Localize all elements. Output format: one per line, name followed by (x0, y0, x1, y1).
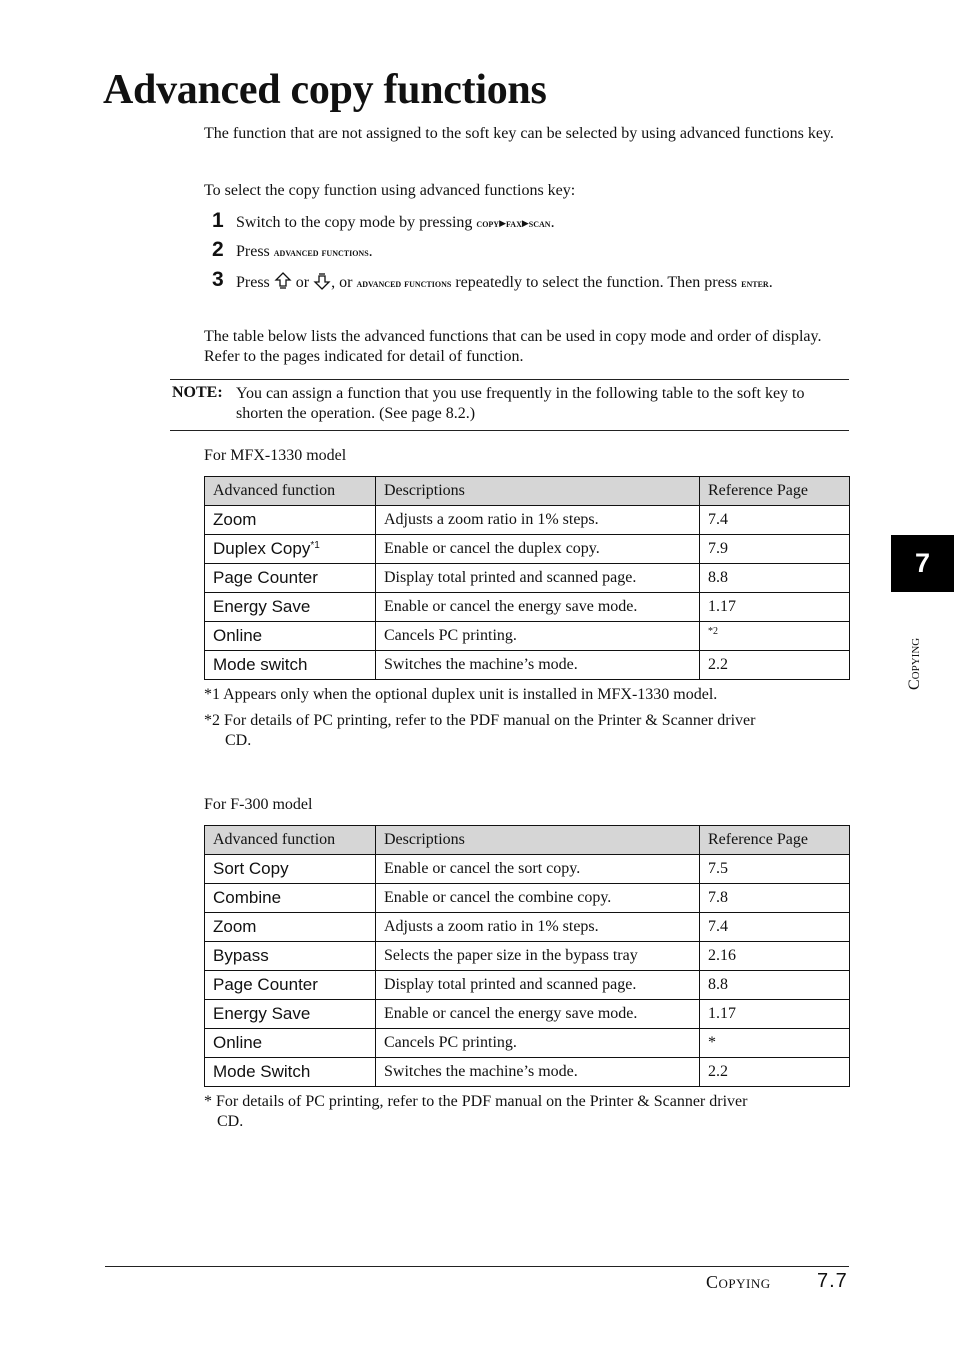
step-text (236, 272, 836, 293)
note-bottom-rule (170, 430, 849, 431)
step-number: 1 (212, 209, 224, 232)
f300-footnote (204, 1092, 844, 1132)
description-cell: Enable or cancel the sort copy. (376, 855, 700, 884)
header-advanced-function: Advanced function (205, 477, 376, 506)
page-cell: 8.8 (700, 564, 850, 593)
function-cell (205, 651, 376, 680)
page-cell: 2.16 (700, 942, 850, 971)
function-cell (205, 622, 376, 651)
description-cell: Switches the machine’s mode. (376, 651, 700, 680)
function-cell: Mode Switch (205, 1058, 376, 1087)
select-intro: To select the copy function using advanced functions key: (204, 182, 576, 199)
f300-table-caption: For F-300 model (204, 796, 313, 813)
description-cell: Display total printed and scanned page. (376, 971, 700, 1000)
up-arrow-key-icon (274, 272, 292, 290)
function-cell (205, 506, 376, 535)
description-cell: Adjusts a zoom ratio in 1% steps. (376, 506, 700, 535)
table-row (205, 942, 850, 971)
enter-key: enter (741, 276, 769, 290)
copy-key: copy (476, 216, 500, 230)
page-cell: 8.8 (700, 971, 850, 1000)
page-title: Advanced copy functions (103, 67, 547, 113)
table-row (205, 651, 850, 680)
step-text-part: , or (331, 274, 357, 291)
table-row (205, 593, 850, 622)
function-name: Energy Save (213, 597, 311, 616)
table-row (205, 1058, 850, 1087)
description-cell: Display total printed and scanned page. (376, 564, 700, 593)
function-name: Duplex Copy (213, 539, 311, 558)
function-cell: Zoom (205, 913, 376, 942)
description-cell: Cancels PC printing. (376, 622, 700, 651)
description-cell: Selects the paper size in the bypass tray (376, 942, 700, 971)
function-cell: Combine (205, 884, 376, 913)
page-cell (700, 622, 850, 651)
footnote-marker: *2 (708, 626, 718, 637)
function-cell: Energy Save (205, 1000, 376, 1029)
header-advanced-function: Advanced function (205, 826, 376, 855)
mfx-footnote-2 (204, 711, 844, 751)
chapter-tab-label (906, 610, 926, 690)
chapter-tab: 7 (891, 535, 954, 592)
function-name: Page Counter (213, 568, 318, 587)
footnote-text: *1 Appears only when the optional duplex unit is installed in MFX-1330 model. (204, 686, 718, 703)
mfx-footnote-1 (204, 685, 844, 705)
page-cell: * (700, 1029, 850, 1058)
table-row (205, 535, 850, 564)
header-reference-page: Reference Page (700, 477, 850, 506)
step-number: 3 (212, 268, 224, 291)
page-cell: 1.17 (700, 1000, 850, 1029)
header-descriptions: Descriptions (376, 826, 700, 855)
step-text-part: or (291, 274, 314, 291)
function-cell: Page Counter (205, 971, 376, 1000)
table-row (205, 971, 850, 1000)
mfx-table-caption: For MFX-1330 model (204, 447, 347, 464)
page-cell: 2.2 (700, 651, 850, 680)
table-row (205, 913, 850, 942)
header-reference-page: Reference Page (700, 826, 850, 855)
header-descriptions: Descriptions (376, 477, 700, 506)
step-number: 2 (212, 238, 224, 261)
step-text-part: . (368, 243, 373, 260)
footnote-continuation: CD. (217, 1113, 244, 1130)
step-text (236, 242, 836, 262)
function-cell (205, 564, 376, 593)
mfx-function-table (204, 476, 850, 680)
note-text: You can assign a function that you use frequently in the following table to the soft key to shorten the operation. (See page 8.2.) (236, 385, 805, 422)
f300-function-table (204, 825, 850, 1087)
table-row (205, 506, 850, 535)
table-header-row (205, 826, 850, 855)
description-cell: Enable or cancel the duplex copy. (376, 535, 700, 564)
step-text-part: Press (236, 274, 274, 291)
page-cell: 7.5 (700, 855, 850, 884)
footnote-text: * For details of PC printing, refer to the PDF manual on the Printer & Scanner driver (204, 1093, 748, 1110)
intro-paragraph: The function that are not assigned to the soft key can be selected by using advanced functions key. (204, 125, 834, 142)
function-cell: Sort Copy (205, 855, 376, 884)
step-text-part: Switch to the copy mode by pressing (236, 214, 477, 231)
description-cell: Cancels PC printing. (376, 1029, 700, 1058)
description-cell: Enable or cancel the energy save mode. (376, 593, 700, 622)
footer-page-number: 7.7 (817, 1270, 848, 1292)
step-text-part: . (768, 274, 773, 291)
page-cell: 7.4 (700, 913, 850, 942)
advanced-functions-key: advanced functions (356, 276, 452, 290)
advanced-functions-key: advanced functions (273, 245, 369, 259)
page-cell: 2.2 (700, 1058, 850, 1087)
table-row (205, 622, 850, 651)
step-text-part: repeatedly to select the function. Then press (451, 274, 742, 291)
table-row (205, 1029, 850, 1058)
function-name: Online (213, 626, 263, 645)
description-cell: Enable or cancel the energy save mode. (376, 1000, 700, 1029)
table-row (205, 884, 850, 913)
triangle-right-icon: ▶ (521, 218, 529, 228)
footer-section-name: Copying (706, 1272, 771, 1292)
function-cell: Bypass (205, 942, 376, 971)
function-name: Mode switch (213, 655, 308, 674)
footer-rule (105, 1266, 849, 1267)
page-cell: 7.8 (700, 884, 850, 913)
page-cell: 7.4 (700, 506, 850, 535)
note-label: NOTE: (172, 384, 223, 401)
scan-key: scan (528, 216, 551, 230)
table-header-row (205, 477, 850, 506)
function-name: Zoom (213, 510, 257, 529)
function-cell (205, 535, 376, 564)
chapter-label-text: Copying (906, 637, 923, 690)
description-cell: Switches the machine’s mode. (376, 1058, 700, 1087)
down-arrow-key-icon (313, 272, 331, 290)
function-cell (205, 593, 376, 622)
footnote-marker: *1 (310, 540, 320, 551)
table-row (205, 1000, 850, 1029)
note-top-rule (170, 379, 849, 380)
footnote-text: *2 For details of PC printing, refer to the PDF manual on the Printer & Scanner driver (204, 712, 756, 729)
description-cell: Enable or cancel the combine copy. (376, 884, 700, 913)
page-cell: 7.9 (700, 535, 850, 564)
step-text-part: Press (236, 243, 274, 260)
function-cell: Online (205, 1029, 376, 1058)
step-text (236, 213, 836, 233)
fax-key: fax (506, 216, 522, 230)
triangle-right-icon: ▶ (499, 218, 507, 228)
step-text-part: . (550, 214, 555, 231)
page-cell: 1.17 (700, 593, 850, 622)
footnote-continuation: CD. (225, 732, 252, 749)
table-row (205, 564, 850, 593)
description-cell: Adjusts a zoom ratio in 1% steps. (376, 913, 700, 942)
table-row (205, 855, 850, 884)
table-intro: The table below lists the advanced functions that can be used in copy mode and order of display. Refer to the pages indicated for detail of function. (204, 328, 822, 365)
